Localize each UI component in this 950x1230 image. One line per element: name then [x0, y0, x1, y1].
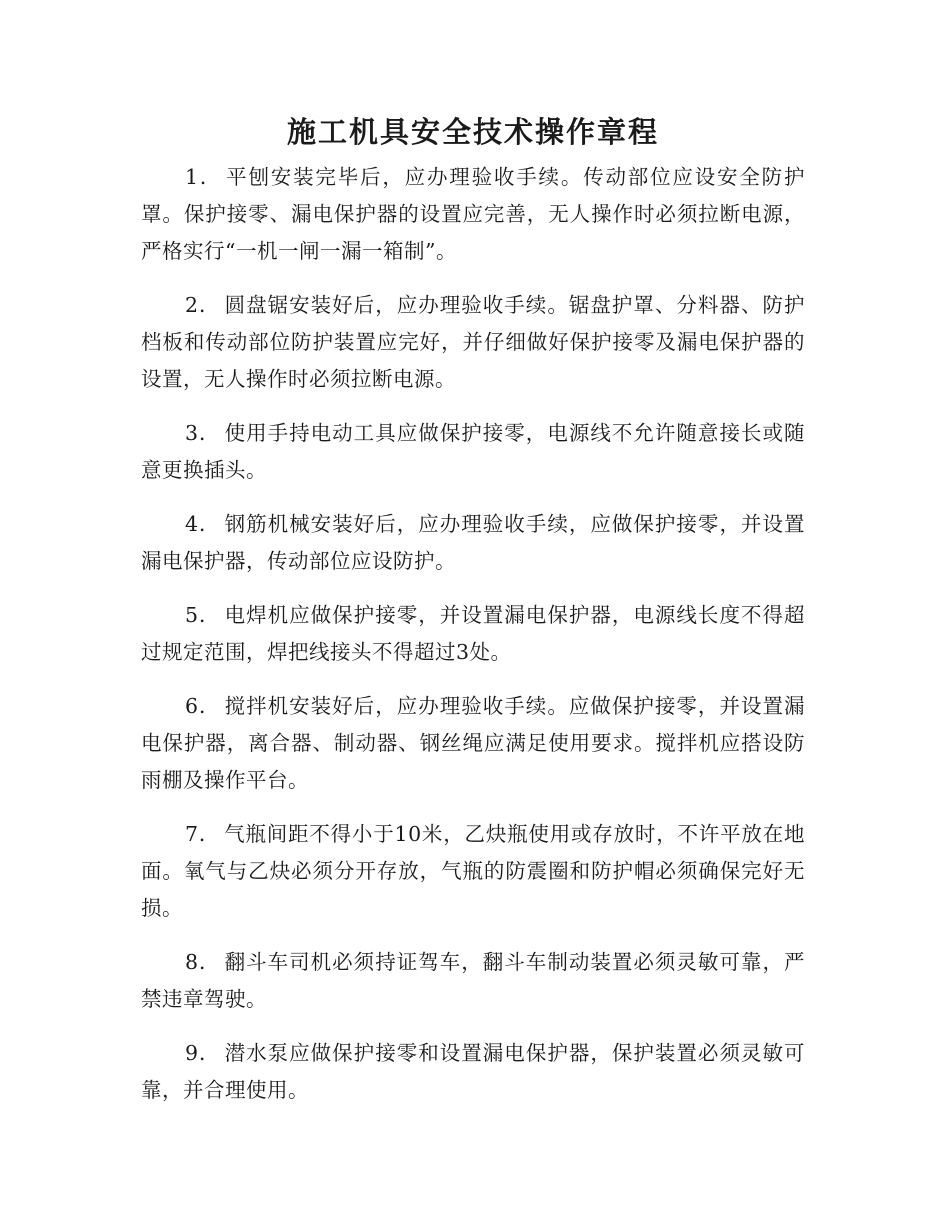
document-title: 施工机具安全技术操作章程 [286, 115, 659, 149]
rule-item-8 [141, 944, 805, 1018]
rule-item-5 [141, 597, 805, 671]
rule-item-4 [141, 506, 805, 580]
rule-text: 钢筋机械安装好后，应办理验收手续，应做保护接零，并设置漏电保护器，传动部位应设防护。 [141, 512, 805, 573]
rule-text: 潜水泵应做保护接零和设置漏电保护器，保护装置必须灵敏可靠，并合理使用。 [141, 1041, 805, 1102]
rule-item-7 [141, 816, 805, 927]
rule-text: 气瓶间距不得小于10米，乙炔瓶使用或存放时，不许平放在地面。氧气与乙炔必须分开存放，气瓶的防震圈和防护帽必须确保完好无损。 [141, 822, 805, 920]
rule-number: 3． [185, 421, 221, 445]
rule-number: 4． [185, 512, 221, 536]
rule-item-2 [141, 287, 805, 398]
rule-number: 1． [185, 165, 223, 189]
rule-number: 7． [185, 822, 221, 846]
rule-item-9 [141, 1035, 805, 1109]
rule-text: 翻斗车司机必须持证驾车，翻斗车制动装置必须灵敏可靠，严禁违章驾驶。 [141, 950, 805, 1011]
rule-number: 8． [185, 950, 221, 974]
rule-text: 平刨安装完毕后，应办理验收手续。传动部位应设安全防护罩。保护接零、漏电保护器的设置应完善，无人操作时必须拉断电源，严格实行“一机一闸一漏一箱制”。 [141, 165, 805, 263]
rule-number: 5． [185, 603, 221, 627]
rule-text: 搅拌机安装好后，应办理验收手续。应做保护接零，并设置漏电保护器，离合器、制动器、钢丝绳应满足使用要求。搅拌机应搭设防雨棚及操作平台。 [141, 694, 805, 792]
document-page [141, 112, 805, 1126]
rule-number: 6． [185, 694, 221, 718]
rule-item-1 [141, 159, 805, 270]
rule-number: 2． [185, 293, 221, 317]
rule-item-3 [141, 415, 805, 489]
rule-number: 9． [185, 1041, 221, 1065]
rule-text: 圆盘锯安装好后，应办理验收手续。锯盘护罩、分料器、防护档板和传动部位防护装置应完好，并仔细做好保护接零及漏电保护器的设置，无人操作时必须拉断电源。 [141, 293, 805, 391]
rule-text: 使用手持电动工具应做保护接零，电源线不允许随意接长或随意更换插头。 [141, 421, 805, 482]
rule-item-6 [141, 688, 805, 799]
rule-text: 电焊机应做保护接零，并设置漏电保护器，电源线长度不得超过规定范围，焊把线接头不得超过3处。 [141, 603, 805, 664]
